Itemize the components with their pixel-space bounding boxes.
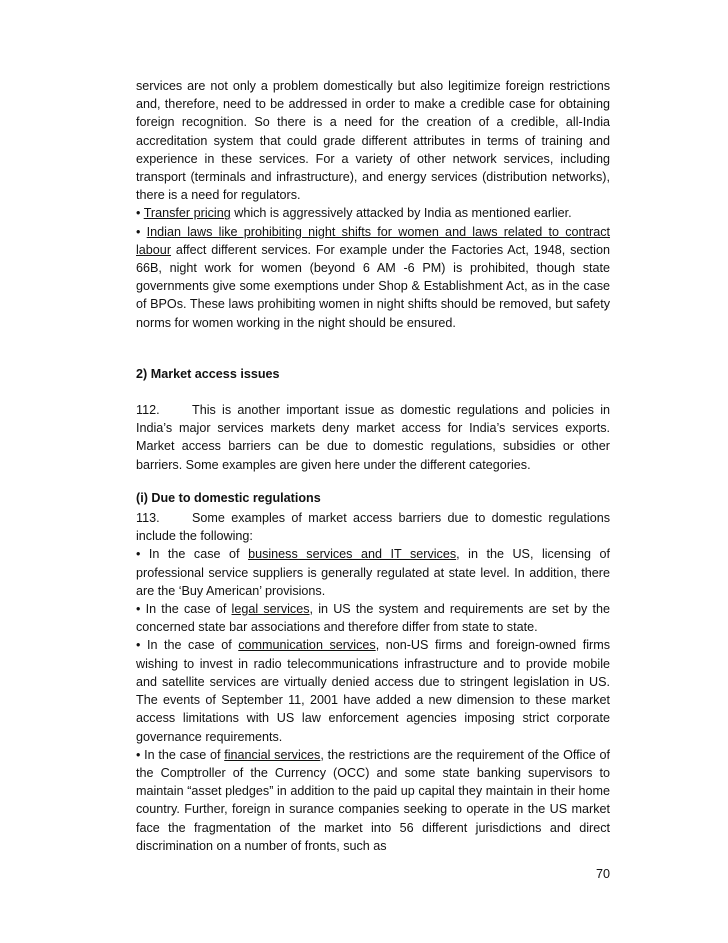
spacer — [136, 383, 610, 401]
subsection-heading-domestic-regulations: (i) Due to domestic regulations — [136, 490, 321, 505]
bullet-indian-laws — [136, 223, 610, 332]
communication-services-term: communication services — [238, 638, 376, 653]
bullet-symbol: • — [136, 224, 141, 239]
paragraph-113 — [136, 509, 610, 545]
paragraph-112 — [136, 401, 610, 474]
bullet-text: , non-US firms and foreign-owned firms wishing to invest in radio telecommunications infrastructure and to provide mobile and satellite services are virtually denied access due to stringent legislation in US. The events of September 11, 2001 have added a new dimension to these market access limitations with US law enforcement agencies imposing strict corporate governance requirements. — [136, 638, 610, 744]
bullet-transfer-pricing — [136, 204, 610, 222]
bullet-text: which is aggressively attacked by India as mentioned earlier. — [230, 206, 572, 221]
paragraph-text: This is another important issue as domestic regulations and policies in India’s major services markets deny market access for India’s services exports. Market access barriers can be due to domestic regulations, subsidies or other barriers. Some examples are given here under the different categories. — [136, 403, 610, 472]
business-services-term: business services and IT services — [248, 547, 457, 562]
paragraph-text: Some examples of market access barriers due to domestic regulations include the following: — [136, 511, 610, 544]
legal-services-term: legal services — [231, 602, 310, 617]
bullet-lead: • In the case of — [136, 638, 239, 653]
spacer — [136, 332, 610, 365]
bullet-lead: • In the case of — [136, 602, 232, 617]
bullet-financial-services — [136, 746, 610, 855]
spacer — [136, 474, 610, 489]
financial-services-term: financial services — [224, 747, 321, 762]
bullet-lead: • In the case of — [136, 547, 249, 562]
section-heading-market-access: 2) Market access issues — [136, 366, 280, 381]
bullet-legal-services — [136, 600, 610, 636]
bullet-text: , the restrictions are the requirement of the Office of the Comptroller of the Currency (OCC) and some state banking supervisors to maintain “asset pledges” in addition to the paid up capital they maintain in their home country. Further, foreign in surance companies seeking to operate in the US market face the fragmentation of the market into 56 different jurisdictions and direct discrimination on a number of fronts, such as — [136, 747, 610, 853]
intro-text: services are not only a problem domestically but also legitimize foreign restrictions and, therefore, need to be addressed in order to make a credible case for obtaining foreign recognition. So there is a need for the creation of a credible, all-India accreditation system that could grade different attributes in terms of training and experience in these services. For a variety of other network services, including transport (terminals and infrastructure), and energy services (distribution networks), there is a need for regulators. — [136, 79, 610, 203]
page-number: 70 — [596, 867, 611, 881]
bullet-business-services — [136, 545, 610, 600]
bullet-text: , in US the system and requirements are set by the concerned state bar associations and therefore differ from state to state. — [136, 602, 610, 635]
bullet-symbol: • — [136, 206, 141, 221]
paragraph-number: 113. — [136, 511, 160, 526]
page-body — [136, 77, 610, 855]
paragraph-number: 112. — [136, 403, 160, 418]
transfer-pricing-term: Transfer pricing — [143, 206, 231, 221]
indian-laws-term: Indian laws like prohibiting night shifts for women and laws related to contract labour — [136, 224, 611, 257]
bullet-lead: • In the case of — [136, 747, 225, 762]
bullet-text: affect different services. For example under the Factories Act, 1948, section 66B, night work for women (beyond 6 AM -6 PM) is prohibited, though state governments give some exemptions under Shop & Establishment Act, as in the case of BPOs. These laws prohibiting women in night shifts should be removed, but safety norms for women working in the night should be ensured. — [136, 242, 610, 330]
bullet-communication-services — [136, 636, 610, 745]
intro-paragraph — [136, 77, 610, 204]
bullet-text: , in the US, licensing of professional service suppliers is generally regulated at state level. In addition, there are the ‘Buy American’ provisions. — [136, 547, 610, 598]
